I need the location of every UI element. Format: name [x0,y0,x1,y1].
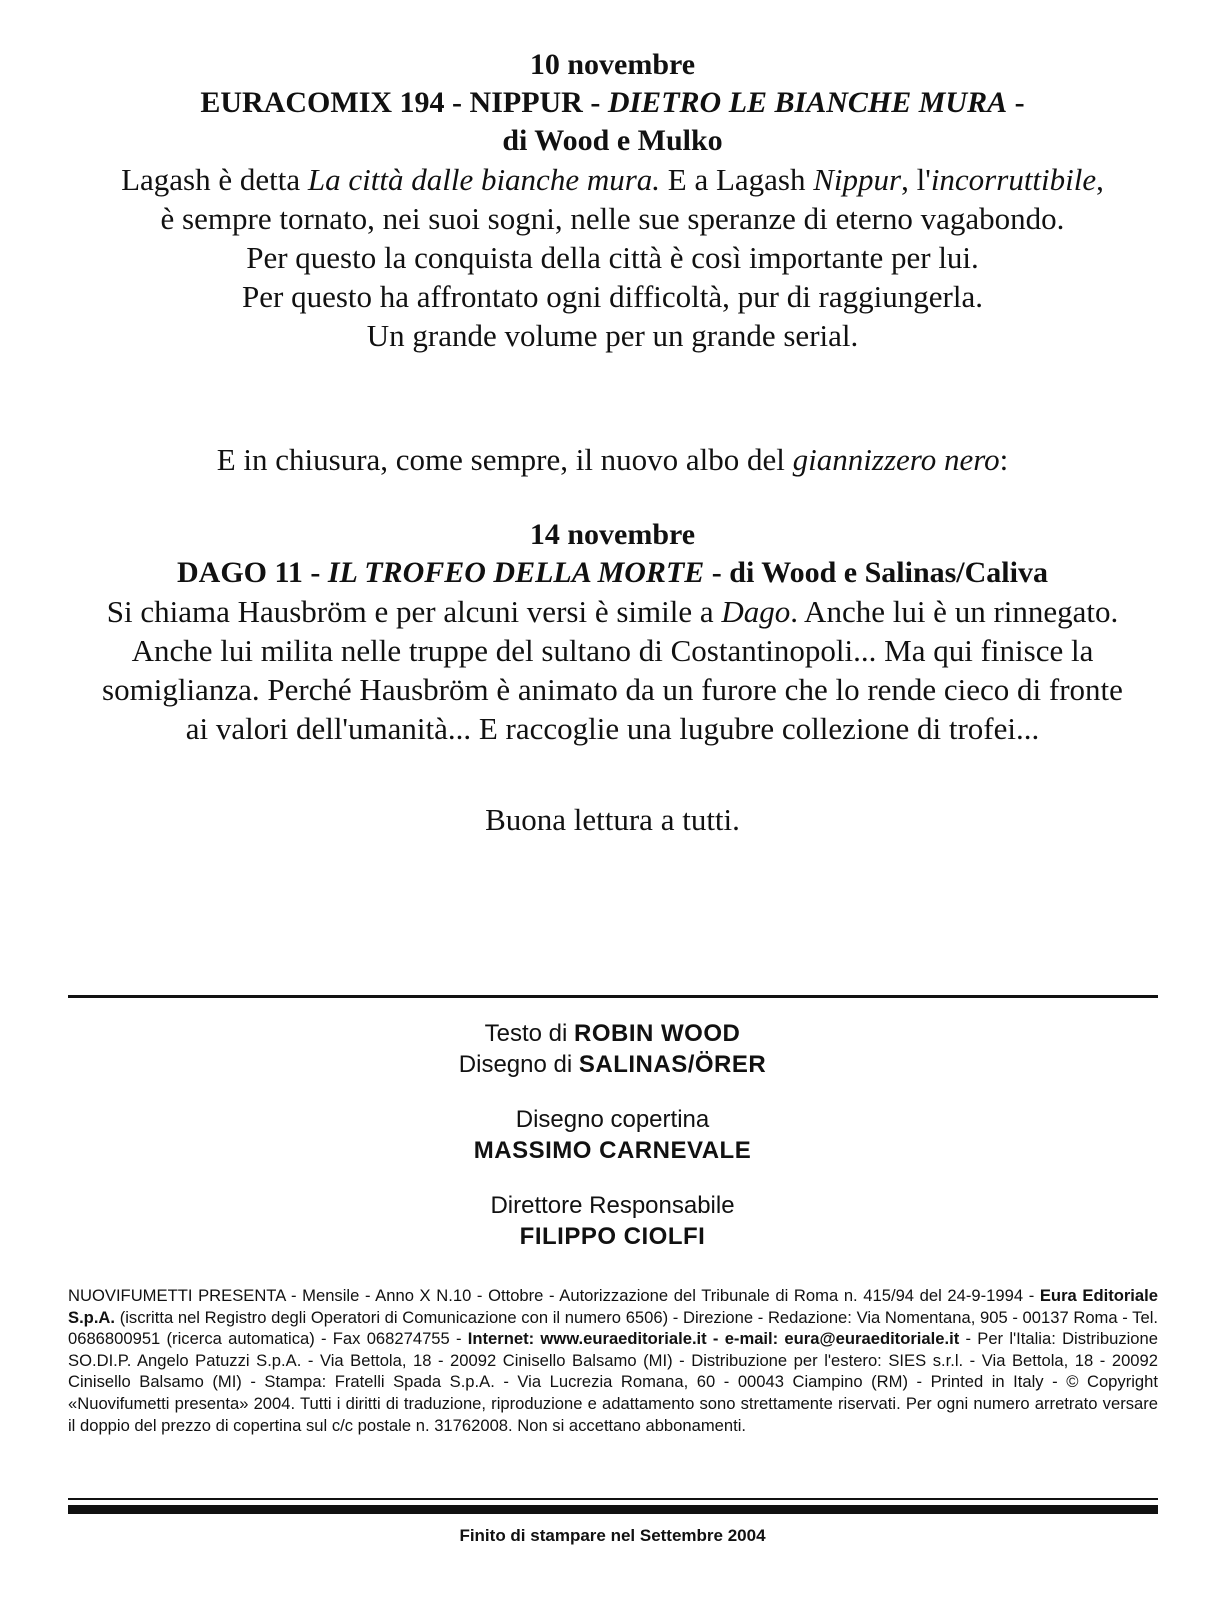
announcement-dago [60,516,1165,748]
release-date-1: 10 novembre [529,48,696,81]
italic-run: Dago [721,594,791,629]
italic-run: Nippur [813,162,902,197]
text-run: : [999,442,1009,477]
credit-name: FILIPPO CIOLFI [519,1223,706,1250]
credit-label: Disegno copertina [515,1106,710,1133]
release-byline-1: di Wood e Mulko [502,124,723,157]
title-1-prefix: EURACOMIX 194 - NIPPUR - [200,86,608,119]
synopsis-2-line [60,592,1165,631]
text-run: . Anche lui è un rinnegato. [790,594,1119,629]
synopsis-2 [60,592,1165,748]
credit-text [60,1018,1165,1049]
credits [60,1018,1165,1276]
text-run: E a Lagash [660,162,814,197]
print-date-footer: Finito di stampare nel Settembre 2004 [459,1526,766,1545]
text-run: Lagash è detta [121,162,308,197]
imprint-text: (iscritta nel Registro degli Operatori di Comunicazione con il numero 6506) - Direzione - Redazione: Via Nomentana, 905 - 00137 Roma - Tel. 0686800951 (ricerca automatica) - Fax 068274755 - [68,1307,1158,1349]
release-title-2 [60,554,1165,592]
credit-label: Disegno di [458,1051,579,1078]
synopsis-1-line [60,160,1165,199]
divider [68,995,1158,998]
synopsis-2-line: somiglianza. Perché Hausbröm è animato da un furore che lo rende cieco di fronte [102,672,1123,707]
imprint-bold: Internet: www.euraeditoriale.it - e-mail: eura@euraeditoriale.it [467,1329,960,1349]
title-2-italic: IL TROFEO DELLA MORTE [327,556,705,589]
title-2-suffix: - di Wood e Salinas/Caliva [704,556,1048,589]
title-1-italic: DIETRO LE BIANCHE MURA [607,86,1008,119]
imprint-bold: Eura Editoriale S.p.A. [68,1286,1158,1327]
release-title-1 [60,84,1165,122]
legal-imprint [68,1285,1158,1436]
imprint-text: - Per l'Italia: Distribuzione SO.DI.P. Angelo Patuzzi S.p.A. - Via Bettola, 18 - 20092 Cinisello Balsamo (MI) - Distribuzione per l'estero: SIES s.r.l. - Via Bettola, 18 - 20092 Cinisello Balsamo (MI) - Stampa: Fratelli Spada S.p.A. - Via Lucrezia Romana, 60 - 00043 Ciampino (RM) - Printed in Italy - © Copyright «Nuovifumetti presenta» 2004. Tutti i diritti di traduzione, riproduzione e adattamento sono strettamente riservati. Per ogni numero arretrato versare il doppio del prezzo di copertina sul c/c postale n. 31762008. Non si accettano abbonamenti. [68,1329,1158,1435]
greeting: Buona lettura a tutti. [485,802,740,837]
synopsis-1-line: Per questo la conquista della città è così importante per lui. [246,240,979,275]
italic-run: La città dalle bianche mura. [307,162,661,197]
text-run: , l' [901,162,931,197]
divider-thin [68,1498,1158,1500]
credits-director [60,1190,1165,1252]
release-date-2: 14 novembre [529,518,696,551]
text-run: Si chiama Hausbröm e per alcuni versi è simile a [106,594,722,629]
synopsis-1 [60,160,1165,355]
title-1-suffix: - [1007,86,1025,119]
synopsis-1-line: Un grande volume per un grande serial. [366,318,859,353]
credits-authors [60,1018,1165,1080]
italic-run: giannizzero nero [792,442,1000,477]
synopsis-1-line: Per questo ha affrontato ogni difficoltà, pur di raggiungerla. [242,279,983,314]
closing-note [60,440,1165,479]
synopsis-2-line: ai valori dell'umanità... E raccoglie una lugubre collezione di trofei... [185,711,1040,746]
credit-drawing [60,1049,1165,1080]
synopsis-1-line: è sempre tornato, nei suoi sogni, nelle sue speranze di eterno vagabondo. [160,201,1065,236]
title-2-prefix: DAGO 11 - [177,556,328,589]
credit-name: SALINAS/ÖRER [578,1051,767,1078]
credit-name: MASSIMO CARNEVALE [473,1137,752,1164]
synopsis-2-line: Anche lui milita nelle truppe del sultano di Costantinopoli... Ma qui finisce la [131,633,1094,668]
text-run: E in chiusura, come sempre, il nuovo albo del [216,442,793,477]
imprint-text: NUOVIFUMETTI PRESENTA - Mensile - Anno X N.10 - Ottobre - Autorizzazione del Tribunale di Roma n. 415/94 del 24-9-1994 - [68,1286,1040,1305]
text-run: , [1096,162,1104,197]
announcement-nippur [60,46,1165,355]
credit-name: ROBIN WOOD [574,1020,741,1047]
italic-run: incorruttibile [930,162,1097,197]
credits-cover [60,1104,1165,1166]
credit-label: Testo di [484,1020,575,1047]
credit-label: Direttore Responsabile [490,1192,735,1219]
divider-thick [68,1505,1158,1514]
